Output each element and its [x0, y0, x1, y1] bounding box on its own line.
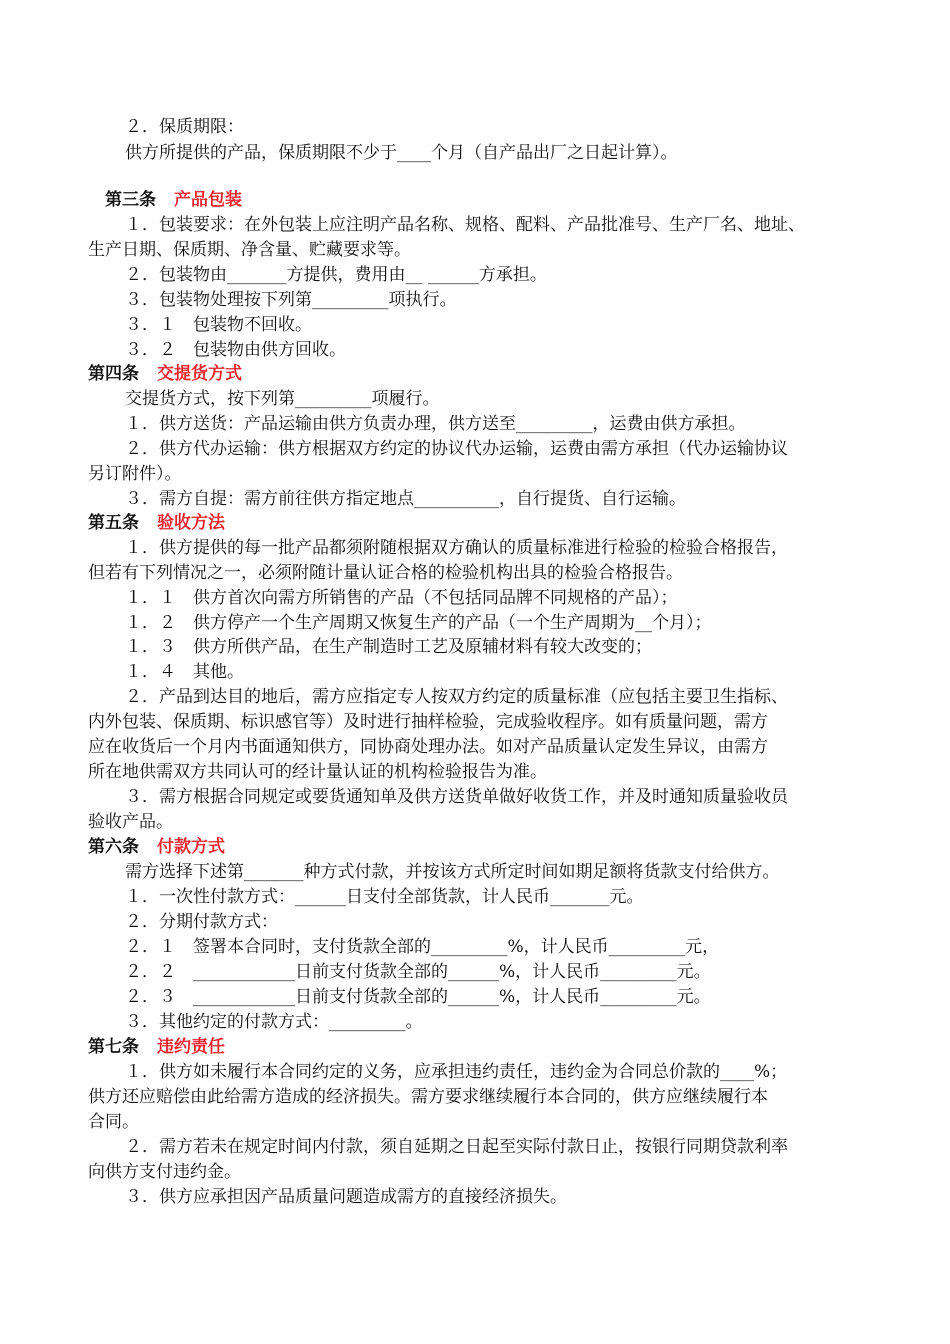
- paragraph-line: ２．包装物由_______方提供，费用由__ ______方承担。: [125, 265, 547, 285]
- paragraph-line: ３．包装物处理按下列第_________项执行。: [125, 290, 457, 310]
- paragraph-line: ２．供方代办运输：供方根据双方约定的协议代办运输，运费由需方承担（代办运输协议: [125, 439, 788, 459]
- paragraph-line: 但若有下列情况之一，必须附随计量认证合格的检验机构出具的检验合格报告。: [88, 563, 683, 583]
- paragraph-line: ３．１ 包装物不回收。: [125, 315, 312, 335]
- paragraph-line: 合同。: [88, 1112, 139, 1132]
- article-title: 违约责任: [157, 1037, 225, 1057]
- article-title: 付款方式: [157, 837, 225, 857]
- paragraph-line: ２．３ ____________日前支付货款全部的______%，计人民币_________元。: [125, 987, 711, 1007]
- paragraph-line: 向供方支付违约金。: [88, 1162, 241, 1182]
- article-5-heading: [88, 511, 878, 535]
- paragraph-line: 另订附件）。: [88, 464, 182, 484]
- paragraph-line: １．供方送货：产品运输由供方负责办理，供方送至_________，运费由供方承担。: [125, 414, 746, 434]
- paragraph-line: 验收产品。: [88, 812, 173, 832]
- paragraph-line: ２．２ ____________日前支付货款全部的______%，计人民币_________元。: [125, 962, 711, 982]
- paragraph-line: ２．需方若未在规定时间内付款，须自延期之日起至实际付款日止，按银行同期贷款利率: [125, 1137, 788, 1157]
- paragraph-line: １．４ 其他。: [125, 662, 244, 682]
- paragraph-line: ３．其他约定的付款方式：_________。: [125, 1012, 423, 1032]
- article-title: 产品包装: [174, 190, 242, 210]
- paragraph-line: １．２ 供方停产一个生产周期又恢复生产的产品（一个生产周期为__个月）；: [125, 613, 712, 633]
- clause-shelf-life-text: 供方所提供的产品，保质期限不少于____个月（自产品出厂之日起计算）。: [125, 143, 678, 163]
- paragraph-line: １．１ 供方首次向需方所销售的产品（不包括同品牌不同规格的产品）；: [125, 588, 678, 608]
- paragraph-line: ３．供方应承担因产品质量问题造成需方的直接经济损失。: [125, 1187, 567, 1207]
- paragraph-line: 供方还应赔偿由此给需方造成的经济损失。需方要求继续履行本合同的，供方应继续履行本: [88, 1087, 768, 1107]
- paragraph-line: ３．需方自提：需方前往供方指定地点__________，自行提货、自行运输。: [125, 489, 686, 509]
- article-number: 第六条: [88, 837, 139, 857]
- article-title: 验收方法: [157, 513, 225, 533]
- article-title: 交提货方式: [157, 364, 242, 384]
- paragraph-line: １．供方提供的每一批产品都须附随根据双方确认的质量标准进行检验的检验合格报告，: [125, 538, 788, 558]
- article-4-heading: [88, 362, 878, 386]
- paragraph-line: １．一次性付款方式：______日支付全部货款，计人民币_______元。: [125, 887, 644, 907]
- paragraph-line: ２．分期付款方式：: [125, 912, 278, 932]
- paragraph-line: 需方选择下述第_______种方式付款，并按该方式所定时间如期足额将货款支付给供方。: [125, 862, 780, 882]
- paragraph-line: ２．产品到达目的地后，需方应指定专人按双方约定的质量标准（应包括主要卫生指标、: [125, 687, 788, 707]
- paragraph-line: １．３ 供方所供产品，在生产制造时工艺及原辅材料有较大改变的；: [125, 637, 652, 657]
- clause-shelf-life-heading: ２．保质期限：: [125, 117, 244, 137]
- article-7-heading: [88, 1035, 878, 1059]
- paragraph-line: １．供方如未履行本合同约定的义务，应承担违约责任，违约金为合同总价款的____%；: [125, 1062, 788, 1082]
- paragraph-line: 应在收货后一个月内书面通知供方，同协商处理办法。如对产品质量认定发生异议，由需方: [88, 737, 768, 757]
- paragraph-line: １．包装要求：在外包装上应注明产品名称、规格、配料、产品批准号、生产厂名、地址、: [125, 215, 805, 235]
- article-number: 第三条: [105, 190, 156, 210]
- paragraph-line: 交提货方式，按下列第_________项履行。: [125, 389, 440, 409]
- article-number: 第七条: [88, 1037, 139, 1057]
- article-6-heading: [88, 835, 878, 859]
- paragraph-line: ３．需方根据合同规定或要货通知单及供方送货单做好收货工作，并及时通知质量验收员: [125, 787, 788, 807]
- article-number: 第四条: [88, 364, 139, 384]
- paragraph-line: 所在地供需双方共同认可的经计量认证的机构检验报告为准。: [88, 762, 547, 782]
- article-3-heading: [105, 188, 878, 212]
- paragraph-line: 生产日期、保质期、净含量、贮藏要求等。: [88, 240, 411, 260]
- paragraph-line: 内外包装、保质期、标识感官等）及时进行抽样检验，完成验收程序。如有质量问题，需方: [88, 712, 768, 732]
- paragraph-line: ２．１ 签署本合同时，支付货款全部的_________%，计人民币_________元，: [125, 937, 720, 957]
- article-number: 第五条: [88, 513, 139, 533]
- paragraph-line: ３．２ 包装物由供方回收。: [125, 340, 346, 360]
